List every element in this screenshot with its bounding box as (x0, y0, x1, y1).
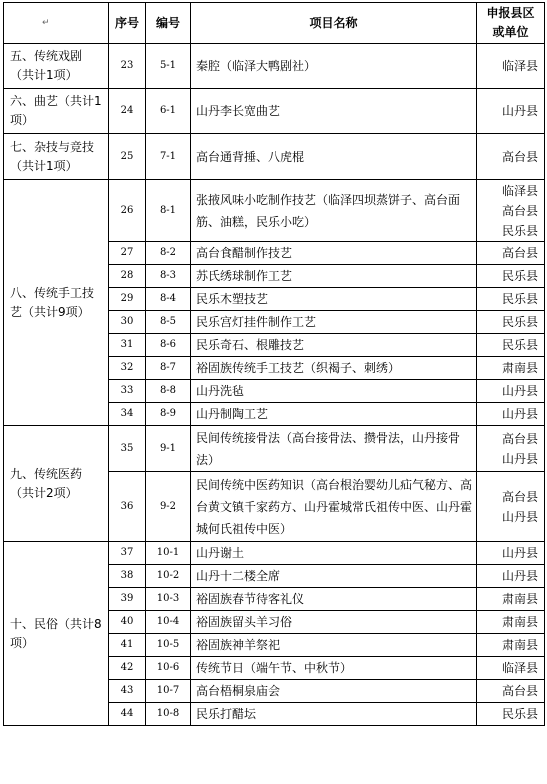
category-cell: 六、曲艺（共计1项） (4, 89, 109, 134)
table-row (4, 180, 545, 242)
code-cell: 8-3 (146, 265, 191, 288)
area-cell: 高台县 (477, 680, 545, 703)
table-row (4, 426, 545, 472)
seq-cell: 44 (109, 703, 146, 726)
code-cell: 8-6 (146, 334, 191, 357)
header-row (4, 3, 545, 44)
code-cell: 8-4 (146, 288, 191, 311)
project-name-cell: 山丹洗毡 (191, 380, 477, 403)
code-cell: 8-7 (146, 357, 191, 380)
project-name-cell: 高台食醋制作技艺 (191, 242, 477, 265)
area-cell: 肃南县 (477, 634, 545, 657)
code-cell: 10-1 (146, 542, 191, 565)
category-cell: 九、传统医药（共计2项） (4, 426, 109, 542)
seq-cell: 24 (109, 89, 146, 134)
project-name-cell: 张掖风味小吃制作技艺（临泽四坝蒸饼子、高台面筋、油糕，民乐小吃） (191, 180, 477, 242)
area-cell: 民乐县 (477, 334, 545, 357)
header-code: 编号 (146, 3, 191, 44)
seq-cell: 34 (109, 403, 146, 426)
area-line: 高台县 (501, 203, 538, 218)
seq-cell: 42 (109, 657, 146, 680)
table-row (4, 542, 545, 565)
table-row (4, 44, 545, 89)
area-cell: 肃南县 (477, 357, 545, 380)
code-cell: 10-6 (146, 657, 191, 680)
seq-cell: 39 (109, 588, 146, 611)
project-name-cell: 民乐奇石、根雕技艺 (191, 334, 477, 357)
area-line: 高台县 (501, 489, 538, 504)
area-cell: 山丹县 (477, 380, 545, 403)
seq-cell: 30 (109, 311, 146, 334)
area-line: 民乐县 (501, 223, 538, 238)
project-name-cell: 裕固族春节待客礼仪 (191, 588, 477, 611)
area-line: 山丹县 (501, 509, 538, 524)
code-cell: 10-8 (146, 703, 191, 726)
seq-cell: 32 (109, 357, 146, 380)
seq-cell: 29 (109, 288, 146, 311)
table-body (4, 44, 545, 726)
project-name-cell: 高台梧桐泉庙会 (191, 680, 477, 703)
seq-cell: 38 (109, 565, 146, 588)
project-name-cell: 传统节日（端午节、中秋节） (191, 657, 477, 680)
code-cell: 7-1 (146, 134, 191, 180)
area-cell: 山丹县 (477, 89, 545, 134)
area-cell: 山丹县 (477, 542, 545, 565)
project-name-cell: 高台通背捶、八虎棍 (191, 134, 477, 180)
seq-cell: 26 (109, 180, 146, 242)
header-category: ↵ (4, 3, 109, 44)
area-line: 临泽县 (501, 183, 538, 198)
seq-cell: 41 (109, 634, 146, 657)
area-cell: 民乐县 (477, 311, 545, 334)
area-cell: 临泽县 (477, 657, 545, 680)
code-cell: 9-2 (146, 472, 191, 542)
project-name-cell: 裕固族传统手工技艺（织褐子、刺绣） (191, 357, 477, 380)
category-cell: 七、杂技与竞技（共计1项） (4, 134, 109, 180)
table-row (4, 134, 545, 180)
area-cell (477, 180, 545, 242)
project-name-cell: 民乐打醋坛 (191, 703, 477, 726)
area-cell: 临泽县 (477, 44, 545, 89)
project-name-cell: 山丹李长宽曲艺 (191, 89, 477, 134)
project-name-cell: 秦腔（临泽大鸭剧社） (191, 44, 477, 89)
project-name-cell: 民间传统接骨法（高台接骨法、攒骨法，山丹接骨法） (191, 426, 477, 472)
project-name-cell: 裕固族神羊祭祀 (191, 634, 477, 657)
project-name-cell: 苏氏绣球制作工艺 (191, 265, 477, 288)
area-cell (477, 426, 545, 472)
seq-cell: 23 (109, 44, 146, 89)
code-cell: 10-3 (146, 588, 191, 611)
project-name-cell: 山丹谢土 (191, 542, 477, 565)
code-cell: 10-2 (146, 565, 191, 588)
area-cell (477, 472, 545, 542)
category-cell: 十、民俗（共计8项） (4, 542, 109, 726)
category-cell: 五、传统戏剧（共计1项） (4, 44, 109, 89)
code-cell: 10-4 (146, 611, 191, 634)
seq-cell: 33 (109, 380, 146, 403)
seq-cell: 25 (109, 134, 146, 180)
code-cell: 8-2 (146, 242, 191, 265)
area-cell: 山丹县 (477, 403, 545, 426)
heritage-table (3, 2, 545, 726)
header-seq: 序号 (109, 3, 146, 44)
area-line: 山丹县 (501, 451, 538, 466)
code-cell: 10-7 (146, 680, 191, 703)
project-name-cell: 山丹十二楼全席 (191, 565, 477, 588)
project-name-cell: 裕固族留头羊习俗 (191, 611, 477, 634)
header-area: 申报县区或单位 (477, 3, 545, 44)
seq-cell: 37 (109, 542, 146, 565)
project-name-cell: 民乐宫灯挂件制作工艺 (191, 311, 477, 334)
code-cell: 5-1 (146, 44, 191, 89)
category-cell: 八、传统手工技艺（共计9项） (4, 180, 109, 426)
seq-cell: 40 (109, 611, 146, 634)
code-cell: 10-5 (146, 634, 191, 657)
table-row (4, 89, 545, 134)
seq-cell: 36 (109, 472, 146, 542)
code-cell: 8-1 (146, 180, 191, 242)
area-cell: 高台县 (477, 134, 545, 180)
project-name-cell: 民间传统中医药知识（高台根治婴幼儿疝气秘方、高台黄文镇千家药方、山丹霍城常氏祖传中医、山丹霍城何氏祖传中医） (191, 472, 477, 542)
code-cell: 8-8 (146, 380, 191, 403)
seq-cell: 43 (109, 680, 146, 703)
project-name-cell: 民乐木塑技艺 (191, 288, 477, 311)
code-cell: 6-1 (146, 89, 191, 134)
area-cell: 民乐县 (477, 703, 545, 726)
area-cell: 民乐县 (477, 288, 545, 311)
area-line: 高台县 (501, 431, 538, 446)
code-cell: 8-5 (146, 311, 191, 334)
seq-cell: 31 (109, 334, 146, 357)
header-name: 项目名称 (191, 3, 477, 44)
area-cell: 民乐县 (477, 265, 545, 288)
code-cell: 9-1 (146, 426, 191, 472)
seq-cell: 28 (109, 265, 146, 288)
seq-cell: 27 (109, 242, 146, 265)
area-cell: 肃南县 (477, 611, 545, 634)
area-cell: 肃南县 (477, 588, 545, 611)
area-cell: 山丹县 (477, 565, 545, 588)
seq-cell: 35 (109, 426, 146, 472)
code-cell: 8-9 (146, 403, 191, 426)
project-name-cell: 山丹制陶工艺 (191, 403, 477, 426)
area-cell: 高台县 (477, 242, 545, 265)
